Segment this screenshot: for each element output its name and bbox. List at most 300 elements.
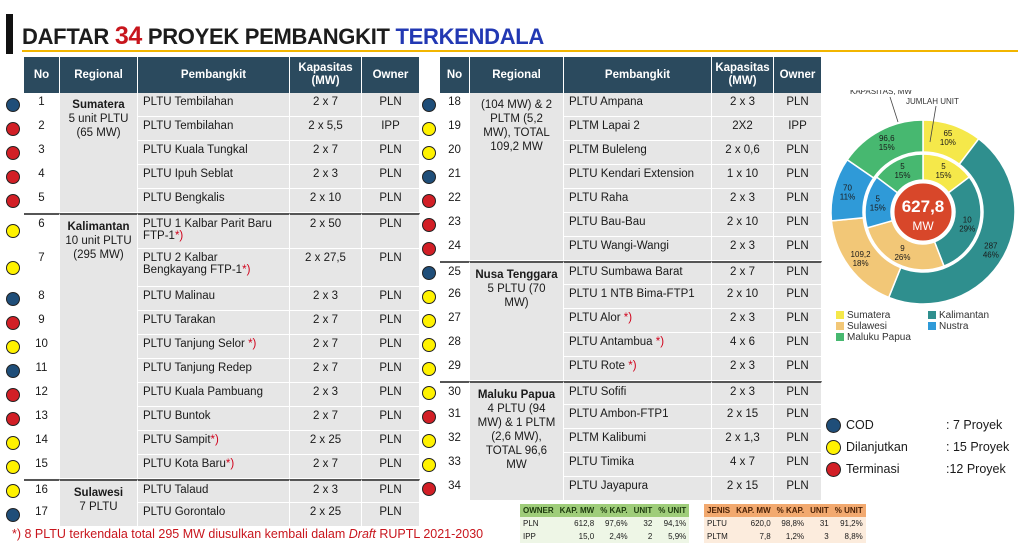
status-dot-terminasi-icon [6, 388, 20, 402]
summary-header: JENIS [704, 504, 733, 517]
region-desc: 5 unit PLTU (65 MW) [68, 113, 129, 139]
row-no: 3 [24, 141, 60, 165]
plant-name-text: PLTU Rote [569, 360, 626, 372]
plant-owner: PLN [774, 309, 822, 333]
plant-owner: PLN [774, 237, 822, 261]
summary-header: KAP. MW [557, 504, 598, 517]
plant-name [138, 335, 290, 359]
plant-capacity: 2 x 7 [290, 455, 362, 479]
plant-owner: PLN [774, 213, 822, 237]
projects-table-left [24, 57, 420, 527]
status-dot-cod-icon [6, 98, 20, 112]
plant-name [564, 333, 712, 357]
table-row [440, 381, 822, 405]
summary-cell: 3 [807, 530, 832, 543]
footnote-star: *) [242, 264, 251, 276]
plant-capacity: 2X2 [712, 117, 774, 141]
col-regional: Regional [60, 57, 138, 93]
plant-capacity: 2 x 10 [712, 285, 774, 309]
summary-header: OWNER [520, 504, 557, 517]
status-dot-dilanjutkan-icon [422, 146, 436, 160]
slice-value-label: 5 [941, 161, 946, 171]
row-no: 26 [440, 285, 470, 309]
plant-owner: PLN [774, 381, 822, 405]
plant-name: PLTU Gorontalo [138, 503, 290, 527]
row-no: 8 [24, 287, 60, 311]
slice-value-label: 10 [962, 215, 972, 225]
plant-name [138, 249, 290, 287]
slice-percent-label: 10% [939, 138, 956, 148]
plant-owner: PLN [774, 93, 822, 117]
footnote-star: *) [655, 336, 665, 348]
plant-owner: PLN [362, 383, 420, 407]
plant-capacity: 2 x 3 [712, 93, 774, 117]
plant-capacity: 2 x 15 [712, 405, 774, 429]
plant-name: PLTU Timika [564, 453, 712, 477]
row-no: 1 [24, 93, 60, 117]
jenis-summary-table [704, 504, 866, 543]
summary-cell: PLTM [704, 530, 733, 543]
plant-owner: PLN [362, 455, 420, 479]
status-dot-terminasi-icon [6, 412, 20, 426]
plant-owner: PLN [774, 477, 822, 501]
plant-name-text: PLTU Tanjung Selor [143, 338, 245, 350]
slice-percent-label: 15% [935, 170, 952, 180]
status-dot-terminasi-icon [422, 482, 436, 496]
row-no: 17 [24, 503, 60, 527]
status-dot-terminasi-icon [6, 170, 20, 184]
plant-name: PLTM Buleleng [564, 141, 712, 165]
legend-label: Nustra [939, 321, 969, 332]
plant-capacity: 2 x 3 [290, 383, 362, 407]
plant-name: PLTU Tanjung Redep [138, 359, 290, 383]
plant-owner: IPP [362, 117, 420, 141]
status-dot-terminasi-icon [6, 194, 20, 208]
row-no: 24 [440, 237, 470, 261]
legend-swatch [928, 311, 936, 319]
footnote-star: *) [225, 458, 235, 470]
legend-item-maluku-papua [836, 332, 911, 343]
title-number: 34 [114, 22, 143, 50]
col-regional: Regional [470, 57, 564, 93]
row-no: 33 [440, 453, 470, 477]
slice-value-label: 70 [843, 183, 852, 193]
title-part-1: DAFTAR [22, 24, 109, 49]
col-pembangkit: Pembangkit [138, 57, 290, 93]
row-no: 11 [24, 359, 60, 383]
row-no: 10 [24, 335, 60, 359]
plant-name-text: PLTU Kota Baru [143, 458, 226, 470]
dilanjutkan-dot-icon [826, 440, 841, 455]
status-dot-terminasi-icon [6, 146, 20, 160]
row-no: 4 [24, 165, 60, 189]
plant-name [138, 213, 290, 249]
plant-owner: PLN [774, 357, 822, 381]
slice-percent-label: 26% [894, 253, 911, 263]
plant-capacity: 2 x 10 [290, 189, 362, 213]
status-dot-cod-icon [6, 292, 20, 306]
legend-item-nustra [928, 321, 968, 332]
legend-swatch [928, 322, 936, 330]
plant-capacity: 2 x 1,3 [712, 429, 774, 453]
table-row [24, 213, 420, 249]
slice-percent-label: 29% [959, 224, 976, 234]
region-cell-kalimantan [60, 213, 138, 479]
plant-capacity: 4 x 6 [712, 333, 774, 357]
outer-ring-label: KAPASITAS, MW [850, 90, 912, 96]
plant-capacity: 4 x 7 [712, 453, 774, 477]
legend-terminasi [826, 462, 1016, 484]
plant-owner: PLN [362, 189, 420, 213]
plant-owner: PLN [774, 429, 822, 453]
title-underline [22, 50, 1018, 52]
slice-percent-label: 18% [852, 258, 869, 268]
plant-capacity: 2 x 7 [290, 93, 362, 117]
cod-dot-icon [826, 418, 841, 433]
footnote-italic: Draft [348, 527, 376, 541]
row-no: 30 [440, 381, 470, 405]
legend-label: Maluku Papua [847, 332, 911, 343]
plant-capacity: 2 x 7 [290, 311, 362, 335]
summary-cell: 7,8 [733, 530, 774, 543]
slice-percent-label: 15% [869, 203, 886, 213]
status-dot-dilanjutkan-icon [422, 386, 436, 400]
row-no: 21 [440, 165, 470, 189]
plant-name: PLTU Bengkalis [138, 189, 290, 213]
plant-owner: PLN [362, 213, 420, 249]
status-dot-dilanjutkan-icon [422, 314, 436, 328]
plant-owner: PLN [362, 165, 420, 189]
title-accent-bar [6, 14, 13, 54]
row-no: 6 [24, 213, 60, 249]
plant-name: PLTU Ampana [564, 93, 712, 117]
legend-count: : 15 Proyek [946, 440, 1010, 454]
legend-label: Sulawesi [847, 321, 888, 332]
plant-owner: PLN [362, 407, 420, 431]
row-no: 25 [440, 261, 470, 285]
summary-cell: PLN [520, 517, 557, 530]
plant-capacity: 2 x 7 [290, 407, 362, 431]
slice-percent-label: 15% [894, 170, 911, 180]
footnote [12, 527, 483, 541]
summary-cell: 612,8 [557, 517, 598, 530]
plant-name: PLTU Raha [564, 189, 712, 213]
slice-value-label: 5 [875, 194, 881, 204]
status-dot-cod-icon [422, 266, 436, 280]
plant-name: PLTU Bau-Bau [564, 213, 712, 237]
plant-name [564, 309, 712, 333]
table-row [24, 479, 420, 503]
slice-value-label: 9 [900, 244, 905, 254]
row-no: 23 [440, 213, 470, 237]
plant-capacity: 2 x 7 [290, 141, 362, 165]
region-desc: 4 PLTU (94 MW) & 1 PLTM (2,6 MW), TOTAL 96,6 MW [477, 403, 556, 471]
plant-owner: PLN [774, 261, 822, 285]
slice-value-label: 5 [900, 161, 905, 171]
plant-owner: PLN [774, 141, 822, 165]
plant-name: PLTU Ambon-FTP1 [564, 405, 712, 429]
title-part-2: PROYEK PEMBANGKIT [147, 24, 390, 49]
table-row [440, 261, 822, 285]
status-dot-cod-icon [6, 364, 20, 378]
plant-owner: PLN [774, 285, 822, 309]
plant-capacity: 2 x 7 [290, 359, 362, 383]
region-cell-sumatera [60, 93, 138, 213]
region-cell-sulawesi-cont [470, 93, 564, 261]
footnote-star: *) [248, 338, 257, 350]
status-dot-dilanjutkan-icon [6, 484, 20, 498]
region-name: Sulawesi [73, 487, 124, 499]
footnote-suffix: RUPTL 2021-2030 [379, 527, 484, 541]
summary-row [520, 517, 689, 530]
status-dot-dilanjutkan-icon [6, 436, 20, 450]
summary-header: UNIT [631, 504, 656, 517]
plant-name: PLTU Buntok [138, 407, 290, 431]
col-kapasitas: Kapasitas (MW) [712, 57, 774, 93]
col-pembangkit: Pembangkit [564, 57, 712, 93]
plant-name-text: PLTU Alor [569, 312, 621, 324]
center-unit: MW [912, 219, 934, 233]
legend-label: Kalimantan [939, 310, 990, 321]
table-row [440, 93, 822, 117]
slice-value-label: 96,6 [878, 133, 895, 143]
plant-capacity: 2 x 7 [712, 261, 774, 285]
plant-name: PLTU Malinau [138, 287, 290, 311]
plant-name-text: PLTU 2 Kalbar Bengkayang FTP-1 [143, 252, 243, 276]
plant-name-text: PLTU Sampit [143, 434, 211, 446]
plant-owner: PLN [774, 405, 822, 429]
summary-header: % KAP. [774, 504, 807, 517]
plant-owner: PLN [774, 333, 822, 357]
legend-dilanjutkan [826, 440, 1016, 462]
col-owner: Owner [774, 57, 822, 93]
status-dot-terminasi-icon [6, 122, 20, 136]
status-dot-dilanjutkan-icon [422, 338, 436, 352]
owner-summary-table [520, 504, 689, 543]
plant-name: PLTU Jayapura [564, 477, 712, 501]
plant-name: PLTU Sofifi [564, 381, 712, 405]
row-no: 14 [24, 431, 60, 455]
row-no: 7 [24, 249, 60, 287]
summary-header: % KAP. [597, 504, 630, 517]
slice-percent-label: 46% [982, 250, 999, 260]
plant-owner: PLN [774, 453, 822, 477]
summary-header: % UNIT [655, 504, 689, 517]
plant-capacity: 2 x 15 [712, 477, 774, 501]
legend-item-sulawesi [836, 321, 887, 332]
plant-name: PLTU 1 NTB Bima-FTP1 [564, 285, 712, 309]
region-desc: (104 MW) & 2 PLTM (5,2 MW), TOTAL 109,2 MW [481, 99, 552, 153]
status-dot-dilanjutkan-icon [6, 224, 20, 238]
row-no: 27 [440, 309, 470, 333]
status-dot-dilanjutkan-icon [422, 458, 436, 472]
plant-owner: IPP [774, 117, 822, 141]
row-no: 31 [440, 405, 470, 429]
summary-cell: 620,0 [733, 517, 774, 530]
plant-capacity: 2 x 3 [712, 189, 774, 213]
summary-cell: 94,1% [655, 517, 689, 530]
status-dot-cod-icon [6, 508, 20, 522]
status-dot-terminasi-icon [6, 316, 20, 330]
legend-label: Dilanjutkan [846, 440, 908, 454]
status-dot-dilanjutkan-icon [422, 290, 436, 304]
center-value: 627,8 [901, 197, 945, 216]
col-no: No [440, 57, 470, 93]
col-no: No [24, 57, 60, 93]
plant-owner: PLN [362, 311, 420, 335]
plant-owner: PLN [362, 249, 420, 287]
status-dot-terminasi-icon [422, 218, 436, 232]
summary-header: KAP. MW [733, 504, 774, 517]
row-no: 22 [440, 189, 470, 213]
summary-header: UNIT [807, 504, 832, 517]
col-owner: Owner [362, 57, 420, 93]
row-no: 13 [24, 407, 60, 431]
plant-owner: PLN [362, 503, 420, 527]
plant-capacity: 2 x 27,5 [290, 249, 362, 287]
region-desc: 5 PLTU (70 MW) [487, 283, 546, 309]
plant-name: PLTM Lapai 2 [564, 117, 712, 141]
legend-item-sumatera [836, 310, 890, 321]
status-dot-dilanjutkan-icon [6, 261, 20, 275]
legend-label: Sumatera [847, 310, 891, 321]
summary-cell: 97,6% [597, 517, 630, 530]
plant-capacity: 2 x 25 [290, 503, 362, 527]
status-dot-dilanjutkan-icon [6, 340, 20, 354]
col-kapasitas: Kapasitas (MW) [290, 57, 362, 93]
slice-value-label: 65 [943, 129, 953, 139]
plant-owner: PLN [774, 189, 822, 213]
plant-name [138, 431, 290, 455]
summary-row [520, 530, 689, 543]
plant-capacity: 2 x 3 [712, 237, 774, 261]
plant-owner: PLN [362, 287, 420, 311]
footnote-star: *) [210, 434, 219, 446]
legend-count: :12 Proyek [946, 462, 1006, 476]
summary-cell: 15,0 [557, 530, 598, 543]
status-dot-cod-icon [422, 98, 436, 112]
legend-label: COD [846, 418, 874, 432]
legend-swatch [836, 333, 844, 341]
summary-cell: 5,9% [655, 530, 689, 543]
outer-label-leader [890, 97, 898, 122]
plant-capacity: 2 x 7 [290, 335, 362, 359]
plant-name: PLTU Sumbawa Barat [564, 261, 712, 285]
plant-capacity: 2 x 0,6 [712, 141, 774, 165]
row-no: 5 [24, 189, 60, 213]
plant-capacity: 2 x 3 [712, 381, 774, 405]
region-name: Nusa Tenggara [475, 269, 558, 281]
slice-percent-label: 15% [878, 142, 895, 152]
page-title [22, 22, 544, 51]
region-cell-nusa-tenggara [470, 261, 564, 381]
plant-capacity: 2 x 10 [712, 213, 774, 237]
plant-name: PLTU Tembilahan [138, 93, 290, 117]
status-dot-terminasi-icon [422, 242, 436, 256]
plant-capacity: 2 x 25 [290, 431, 362, 455]
summary-row [704, 517, 866, 530]
plant-name: PLTM Kalibumi [564, 429, 712, 453]
plant-name [138, 455, 290, 479]
status-dot-dilanjutkan-icon [6, 460, 20, 474]
summary-cell: IPP [520, 530, 557, 543]
footnote-star: *) [628, 360, 637, 372]
plant-owner: PLN [362, 431, 420, 455]
title-part-3: TERKENDALA [395, 24, 545, 49]
plant-capacity: 2 x 50 [290, 213, 362, 249]
summary-cell: 32 [631, 517, 656, 530]
plant-owner: PLN [362, 93, 420, 117]
plant-capacity: 2 x 3 [712, 309, 774, 333]
plant-name: PLTU Tembilahan [138, 117, 290, 141]
summary-header: % UNIT [832, 504, 866, 517]
legend-swatch [836, 311, 844, 319]
plant-name: PLTU Kuala Tungkal [138, 141, 290, 165]
plant-name [564, 357, 712, 381]
row-no: 28 [440, 333, 470, 357]
plant-name-text: PLTU 1 Kalbar Parit Baru FTP-1 [143, 218, 272, 242]
summary-cell: PLTU [704, 517, 733, 530]
plant-capacity: 2 x 3 [712, 357, 774, 381]
row-no: 9 [24, 311, 60, 335]
region-cell-sulawesi [60, 479, 138, 527]
slice-value-label: 287 [984, 241, 998, 251]
plant-name: PLTU Wangi-Wangi [564, 237, 712, 261]
summary-cell: 31 [807, 517, 832, 530]
row-no: 34 [440, 477, 470, 501]
table-row [24, 93, 420, 117]
footnote-star: *) [174, 230, 184, 242]
region-name: Sumatera [72, 99, 125, 111]
region-cell-maluku-papua [470, 381, 564, 501]
row-no: 2 [24, 117, 60, 141]
row-no: 32 [440, 429, 470, 453]
row-no: 19 [440, 117, 470, 141]
plant-name-text: PLTU Antambua [569, 336, 653, 348]
legend-cod [826, 418, 1016, 440]
summary-cell: 98,8% [774, 517, 807, 530]
summary-cell: 2 [631, 530, 656, 543]
region-name: Maluku Papua [477, 389, 556, 401]
status-dot-dilanjutkan-icon [422, 434, 436, 448]
terminasi-dot-icon [826, 462, 841, 477]
capacity-donut-chart [826, 90, 1020, 305]
row-no: 12 [24, 383, 60, 407]
plant-owner: PLN [774, 165, 822, 189]
legend-item-kalimantan [928, 310, 989, 321]
plant-capacity: 1 x 10 [712, 165, 774, 189]
legend-label: Terminasi [846, 462, 900, 476]
row-no: 29 [440, 357, 470, 381]
plant-owner: PLN [362, 141, 420, 165]
plant-capacity: 2 x 3 [290, 287, 362, 311]
plant-capacity: 2 x 3 [290, 479, 362, 503]
row-no: 16 [24, 479, 60, 503]
region-name: Kalimantan [67, 221, 130, 233]
summary-cell: 1,2% [774, 530, 807, 543]
slice-value-label: 109,2 [850, 249, 871, 259]
region-desc: 7 PLTU [79, 501, 118, 513]
status-legend [826, 418, 1016, 484]
row-no: 18 [440, 93, 470, 117]
row-no: 20 [440, 141, 470, 165]
legend-count: : 7 Proyek [946, 418, 1003, 432]
status-dot-dilanjutkan-icon [422, 362, 436, 376]
plant-owner: PLN [362, 359, 420, 383]
inner-ring-label: JUMLAH UNIT [906, 97, 959, 106]
plant-capacity: 2 x 5,5 [290, 117, 362, 141]
plant-name: PLTU Kendari Extension [564, 165, 712, 189]
